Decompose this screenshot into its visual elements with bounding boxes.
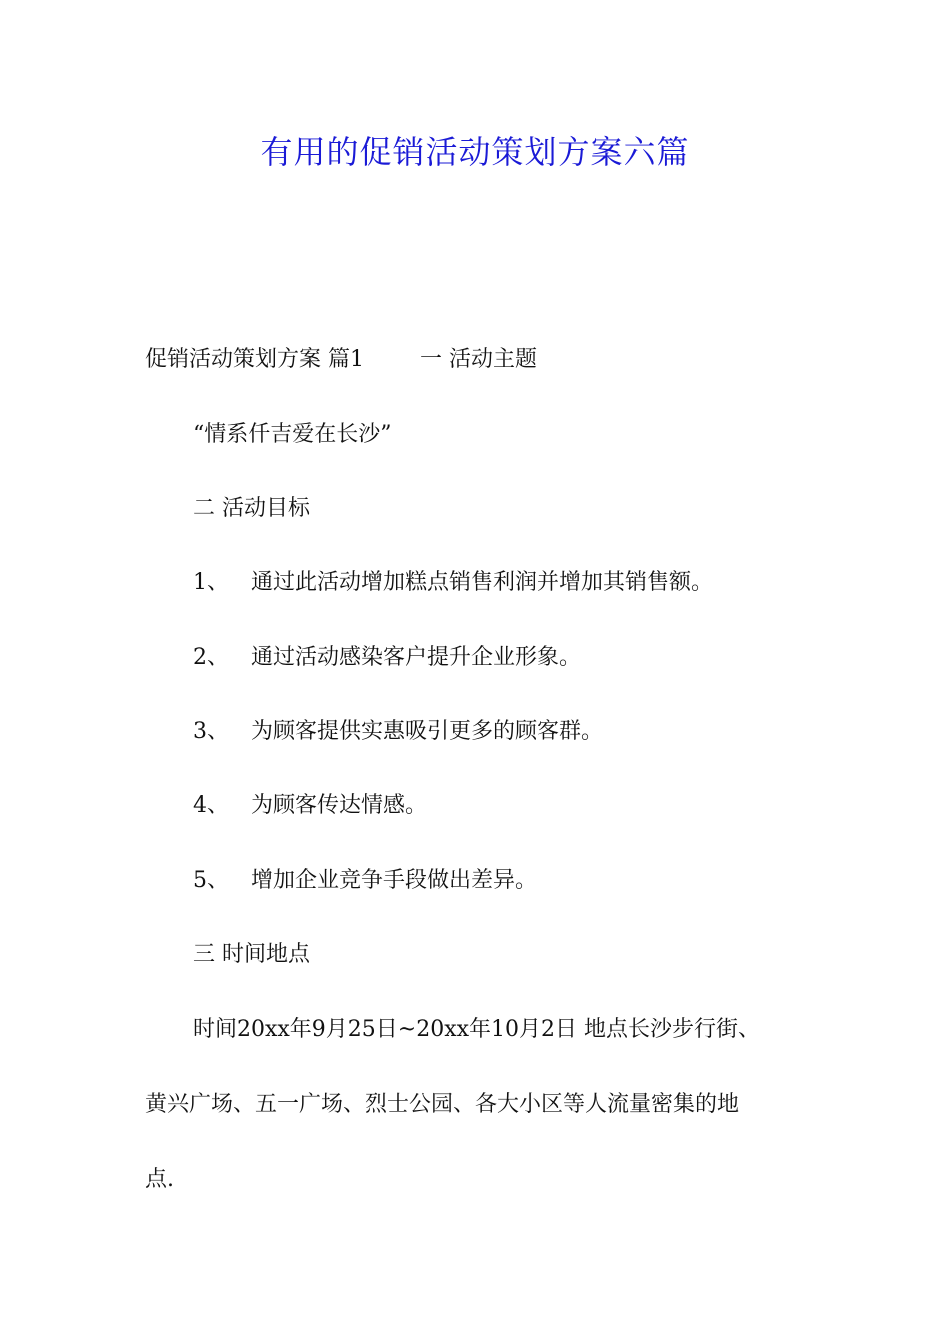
goal-text: 通过活动感染客户提升企业形象。 (251, 645, 582, 670)
time-place-heading: 三 时间地点 (193, 942, 310, 967)
goal-text: 为顾客传达情感。 (251, 793, 428, 818)
goal-number: 3、 (193, 719, 229, 744)
time-place-paragraph-line: 点. (145, 1167, 174, 1192)
subsection-activity-theme: 一 活动主题 (420, 347, 537, 372)
goal-item (193, 716, 603, 748)
time-place-paragraph-line: 时间20xx年9月25日~20xx年10月2日 地点长沙步行街、 (193, 1017, 761, 1042)
document-title: 有用的促销活动策划方案六篇 (260, 133, 690, 171)
goal-item (193, 567, 713, 599)
goal-item (193, 790, 427, 822)
goal-item (193, 642, 581, 674)
activity-theme-text: “情系仟吉爱在长沙” (193, 422, 392, 447)
goal-text: 为顾客提供实惠吸引更多的顾客群。 (251, 719, 604, 744)
goal-text: 通过此活动增加糕点销售利润并增加其销售额。 (251, 570, 714, 595)
goal-item (193, 865, 537, 897)
goal-number: 4、 (193, 793, 229, 818)
section-heading-line (145, 344, 537, 376)
goal-number: 2、 (193, 645, 229, 670)
goal-text: 增加企业竞争手段做出差异。 (251, 868, 538, 893)
goals-heading: 二 活动目标 (193, 496, 310, 521)
section-heading: 促销活动策划方案 篇1 (145, 347, 364, 372)
goal-number: 5、 (193, 868, 229, 893)
time-place-paragraph-line: 黄兴广场、五一广场、烈士公园、各大小区等人流量密集的地 (145, 1092, 740, 1117)
goal-number: 1、 (193, 570, 229, 595)
